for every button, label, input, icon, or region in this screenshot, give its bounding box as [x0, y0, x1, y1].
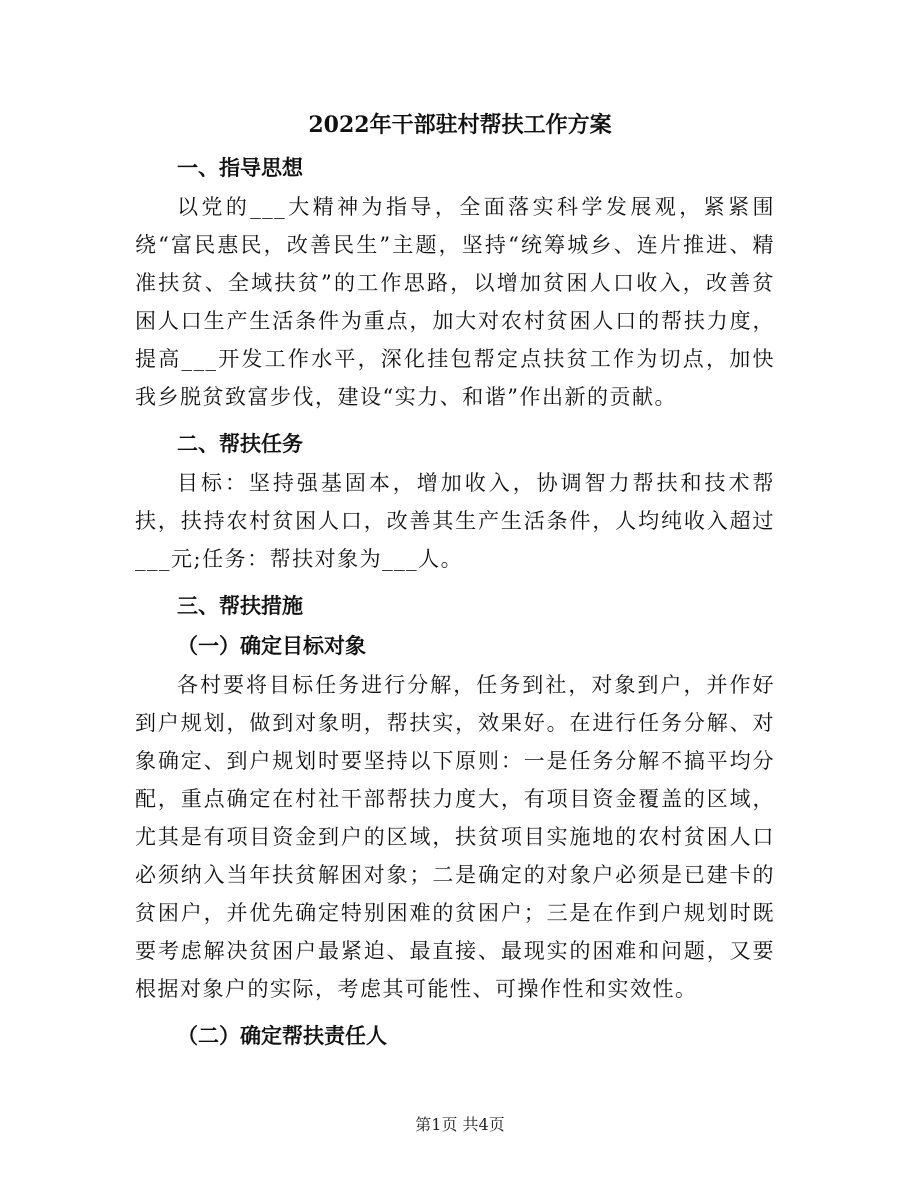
section-paragraph-guiding-ideology: 以党的___大精神为指导，全面落实科学发展观，紧紧围绕“富民惠民，改善民生”主题，坚持“统筹城乡、连片推进、精准扶贫、全域扶贫”的工作思路，以增加贫困人口收入，改善贫困人口生产生活条件为重点，加大对农村贫困人口的帮扶力度，提高___开发工作水平，深化挂包帮定点扶贫工作为切点，加快我乡脱贫致富步伐，建设“实力、和谐”作出新的贡献。 [135, 195, 775, 409]
subsection-heading-target-objects: （一）确定目标对象 [177, 634, 366, 658]
section-heading-guiding-ideology: 一、指导思想 [177, 156, 303, 180]
page-footer: 第1页 共4页 [415, 1115, 505, 1134]
section-paragraph-assistance-tasks: 目标：坚持强基固本，增加收入，协调智力帮扶和技术帮扶，扶持农村贫困人口，改善其生产生活条件，人均纯收入超过___元;任务：帮扶对象为___人。 [135, 471, 775, 571]
subsection-heading-responsible-persons: （二）确定帮扶责任人 [177, 1024, 387, 1048]
section-heading-assistance-measures: 三、帮扶措施 [177, 594, 303, 618]
subsection-paragraph-target-objects: 各村要将目标任务进行分解，任务到社，对象到户，并作好到户规划，做到对象明，帮扶实，效果好。在进行任务分解、对象确定、到户规划时要坚持以下原则：一是任务分解不搞平均分配，重点确定在村社干部帮扶力度大，有项目资金覆盖的区域，尤其是有项目资金到户的区域，扶贫项目实施地的农村贫困人口必须纳入当年扶贫解困对象；二是确定的对象户必须是已建卡的贫困户，并优先确定特别困难的贫困户；三是在作到户规划时既要考虑解决贫困户最紧迫、最直接、最现实的困难和问题，又要根据对象户的实际，考虑其可能性、可操作性和实效性。 [135, 673, 775, 1001]
section-heading-assistance-tasks: 二、帮扶任务 [177, 432, 303, 456]
document-title: 2022年干部驻村帮扶工作方案 [308, 112, 612, 138]
document-body [135, 148, 775, 1056]
